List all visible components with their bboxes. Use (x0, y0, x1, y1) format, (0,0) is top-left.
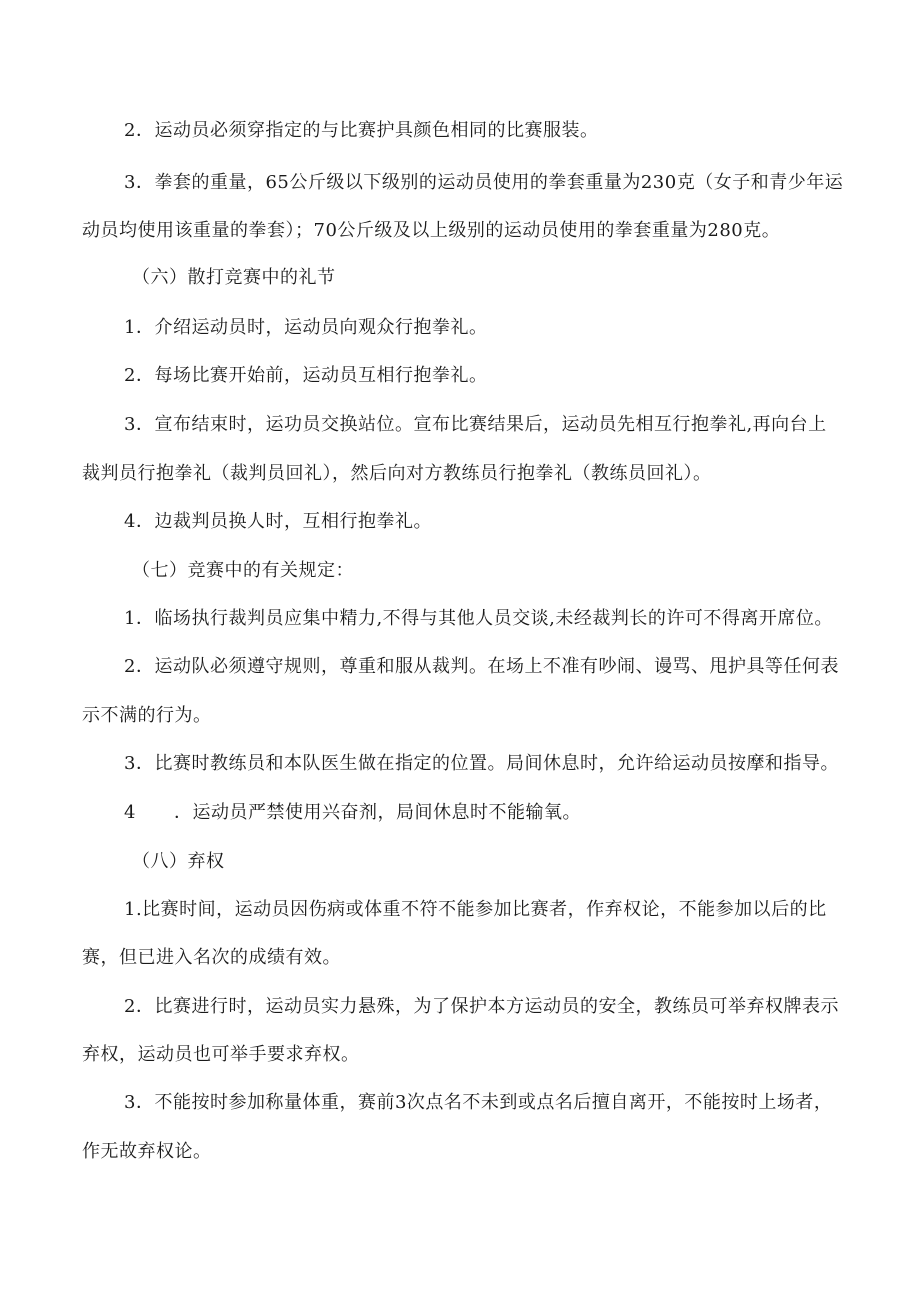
rule-line-forfeit-absence-2: 作无故弃权论。 (82, 1141, 212, 1162)
rule-line-forfeit-injury-2: 赛，但已进入名次的成绩有效。 (82, 947, 341, 968)
rule-line-referee-focus: 1．临场执行裁判员应集中精力,不得与其他人员交谈,未经裁判长的许可不得离开席位。 (124, 608, 833, 629)
section-heading-forfeit: （八）弃权 (132, 851, 225, 872)
rule-line-gear-color: 2．运动员必须穿指定的与比赛护具颜色相同的比赛服装。 (124, 120, 599, 141)
rule-number-doping: 4 (124, 802, 136, 823)
rule-line-team-conduct-1: 2．运动队必须遵守规则，尊重和服从裁判。在场上不准有吵闹、谩骂、甩护具等任何表 (124, 656, 839, 677)
rule-line-judge-change: 4．边裁判员换人时，互相行抱拳礼。 (124, 511, 432, 532)
rule-line-coach-position: 3．比赛时教练员和本队医生做在指定的位置。局间休息时，允许给运动员按摩和指导。 (124, 753, 839, 774)
rule-line-forfeit-coach-1: 2．比赛进行时，运动员实力悬殊，为了保护本方运动员的安全，教练员可举弃权牌表示 (124, 996, 839, 1017)
section-heading-etiquette: （六）散打竞赛中的礼节 (132, 267, 336, 288)
rule-line-before-match: 2．每场比赛开始前，运动员互相行抱拳礼。 (124, 365, 488, 386)
section-heading-regulations: （七）竞赛中的有关规定： (132, 560, 354, 581)
rule-line-result-2: 裁判员行抱拳礼（裁判员回礼），然后向对方教练员行抱拳礼（教练员回礼）。 (82, 463, 712, 484)
rule-line-team-conduct-2: 示不满的行为。 (82, 705, 212, 726)
rule-line-forfeit-coach-2: 弃权，运动员也可举手要求弃权。 (82, 1044, 360, 1065)
rule-line-glove-weight-1: 3．拳套的重量，65公斤级以下级别的运动员使用的拳套重量为230克（女子和青少年运 (124, 172, 844, 193)
rule-line-forfeit-absence-1: 3．不能按时参加称量体重，赛前3次点名不未到或点名后擅自离开，不能按时上场者， (124, 1092, 833, 1113)
rule-line-result-1: 3．宣布结束时，运功员交换站位。宣布比赛结果后，运动员先相互行抱拳礼,再向台上 (124, 414, 827, 435)
rule-line-forfeit-injury-1: 1.比赛时间，运动员因伤病或体重不符不能参加比赛者，作弃权论，不能参加以后的比 (124, 899, 827, 920)
rule-line-introduction: 1．介绍运动员时，运动员向观众行抱拳礼。 (124, 317, 488, 338)
rule-line-doping: ．运动员严禁使用兴奋剂，局间休息时不能输氧。 (174, 802, 581, 823)
rule-line-glove-weight-2: 动员均使用该重量的拳套）；70公斤级及以上级别的运动员使用的拳套重量为280克。 (82, 220, 781, 241)
